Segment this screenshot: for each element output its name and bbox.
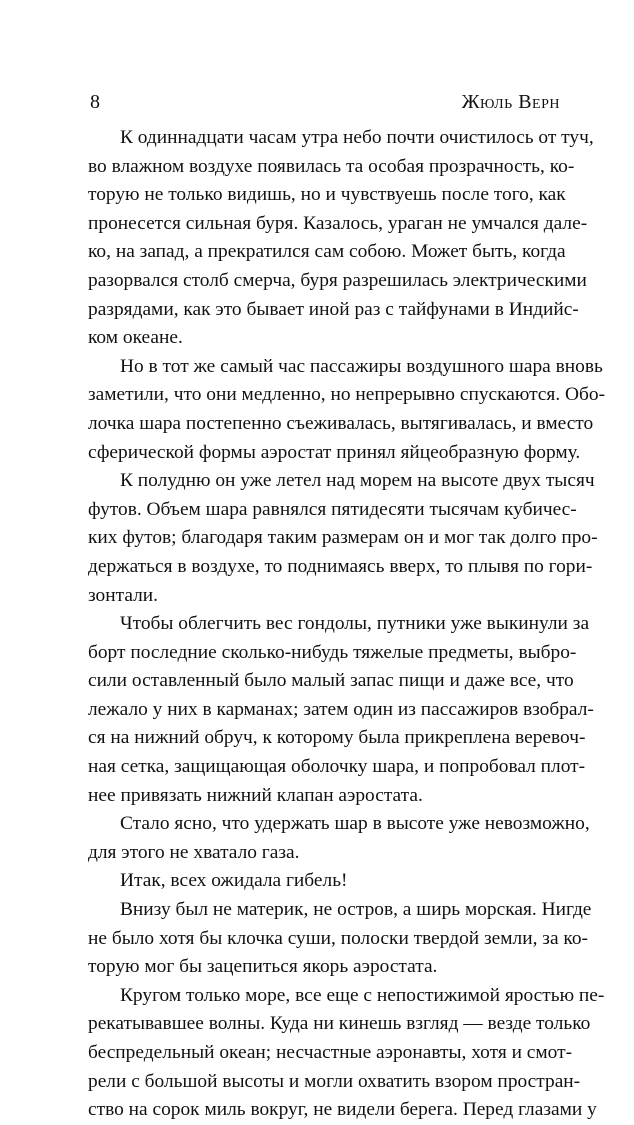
paragraph	[88, 467, 598, 610]
text-line: лежало у них в карманах; затем один из пассажиров взобрал-	[88, 698, 594, 720]
body-text	[88, 124, 606, 1125]
text-line: сили оставленный было малый запас пищи и даже все, что	[88, 670, 574, 692]
text-line: не было хотя бы клочка суши, полоски твердой земли, за ко-	[88, 927, 588, 949]
text-line: торую не только видишь, но и чувствуешь после того, как	[88, 184, 566, 206]
text-line: рели с большой высоты и могли охватить взором простран-	[88, 1070, 581, 1092]
page-number: 8	[90, 91, 100, 113]
paragraph	[88, 867, 560, 896]
text-line: разрядами, как это бывает иной раз с тайфунами в Индийс-	[88, 298, 579, 320]
text-line: ная сетка, защищающая оболочку шара, и попробовал плот-	[88, 756, 586, 778]
text-line: футов. Объем шара равнялся пятидесяти тысячам кубичес-	[88, 498, 577, 520]
text-line: Но в тот же самый час пассажиры воздушного шара вновь	[120, 355, 603, 377]
text-line: Кругом только море, все еще с непостижимой яростью пе-	[120, 984, 605, 1006]
text-line: лочка шара постепенно съеживалась, вытягивалась, и вместо	[88, 412, 594, 434]
paragraph	[88, 353, 606, 467]
text-line: беспредельный океан; несчастные аэронавты, хотя и смот-	[88, 1042, 573, 1063]
text-line: Итак, всех ожидала гибель!	[120, 870, 348, 892]
text-line: К одиннадцати часам утра небо почти очистилось от туч,	[120, 127, 594, 148]
text-line: зонтали.	[88, 584, 159, 606]
text-line: рекатывавшее волны. Куда ни кинешь взгляд — везде только	[88, 1013, 591, 1035]
text-line: ких футов; благодаря таким размерам он и мог так долго про-	[88, 527, 598, 549]
text-line: пронесется сильная буря. Казалось, ураган не умчался дале-	[88, 212, 588, 234]
text-line: К полудню он уже летел над морем на высоте двух тысяч	[120, 470, 595, 492]
page-header	[88, 88, 560, 116]
paragraph	[88, 810, 590, 867]
text-line: разорвался столб смерча, буря разрешилась электрическими	[88, 269, 587, 291]
text-line: ся на нижний обруч, к которому была прикреплена веревоч-	[88, 727, 586, 749]
text-line: Стало ясно, что удержать шар в высоте уже невозможно,	[120, 813, 590, 835]
text-line: сферической формы аэростат принял яйцеобразную форму.	[88, 441, 581, 463]
text-line: Чтобы облегчить вес гондолы, путники уже выкинули за	[120, 613, 590, 635]
text-line: борт последние сколько-нибудь тяжелые предметы, выбро-	[88, 641, 577, 663]
book-page	[88, 88, 606, 1125]
paragraph	[88, 896, 592, 982]
text-line: ство на сорок миль вокруг, не видели берега. Перед глазами у	[88, 1099, 597, 1121]
paragraph	[88, 982, 605, 1125]
text-line: нее привязать нижний клапан аэростата.	[88, 784, 423, 806]
paragraph	[88, 124, 594, 353]
text-line: для этого не хватало газа.	[88, 841, 300, 863]
text-line: держаться в воздухе, то поднимаясь вверх, то плывя по гори-	[88, 555, 593, 577]
running-head: Жюль Верн	[461, 91, 560, 113]
text-line: заметили, что они медленно, но непрерывно спускаются. Обо-	[88, 384, 606, 406]
text-line: во влажном воздухе появилась та особая прозрачность, ко-	[88, 155, 575, 177]
text-line: Внизу был не материк, не остров, а ширь морская. Нигде	[120, 899, 592, 921]
text-line: ко, на запад, а прекратился сам собою. Может быть, когда	[88, 241, 566, 263]
paragraph	[88, 610, 594, 810]
text-line: торую мог бы зацепиться якорь аэростата.	[88, 956, 438, 978]
text-line: ком океане.	[88, 327, 183, 349]
